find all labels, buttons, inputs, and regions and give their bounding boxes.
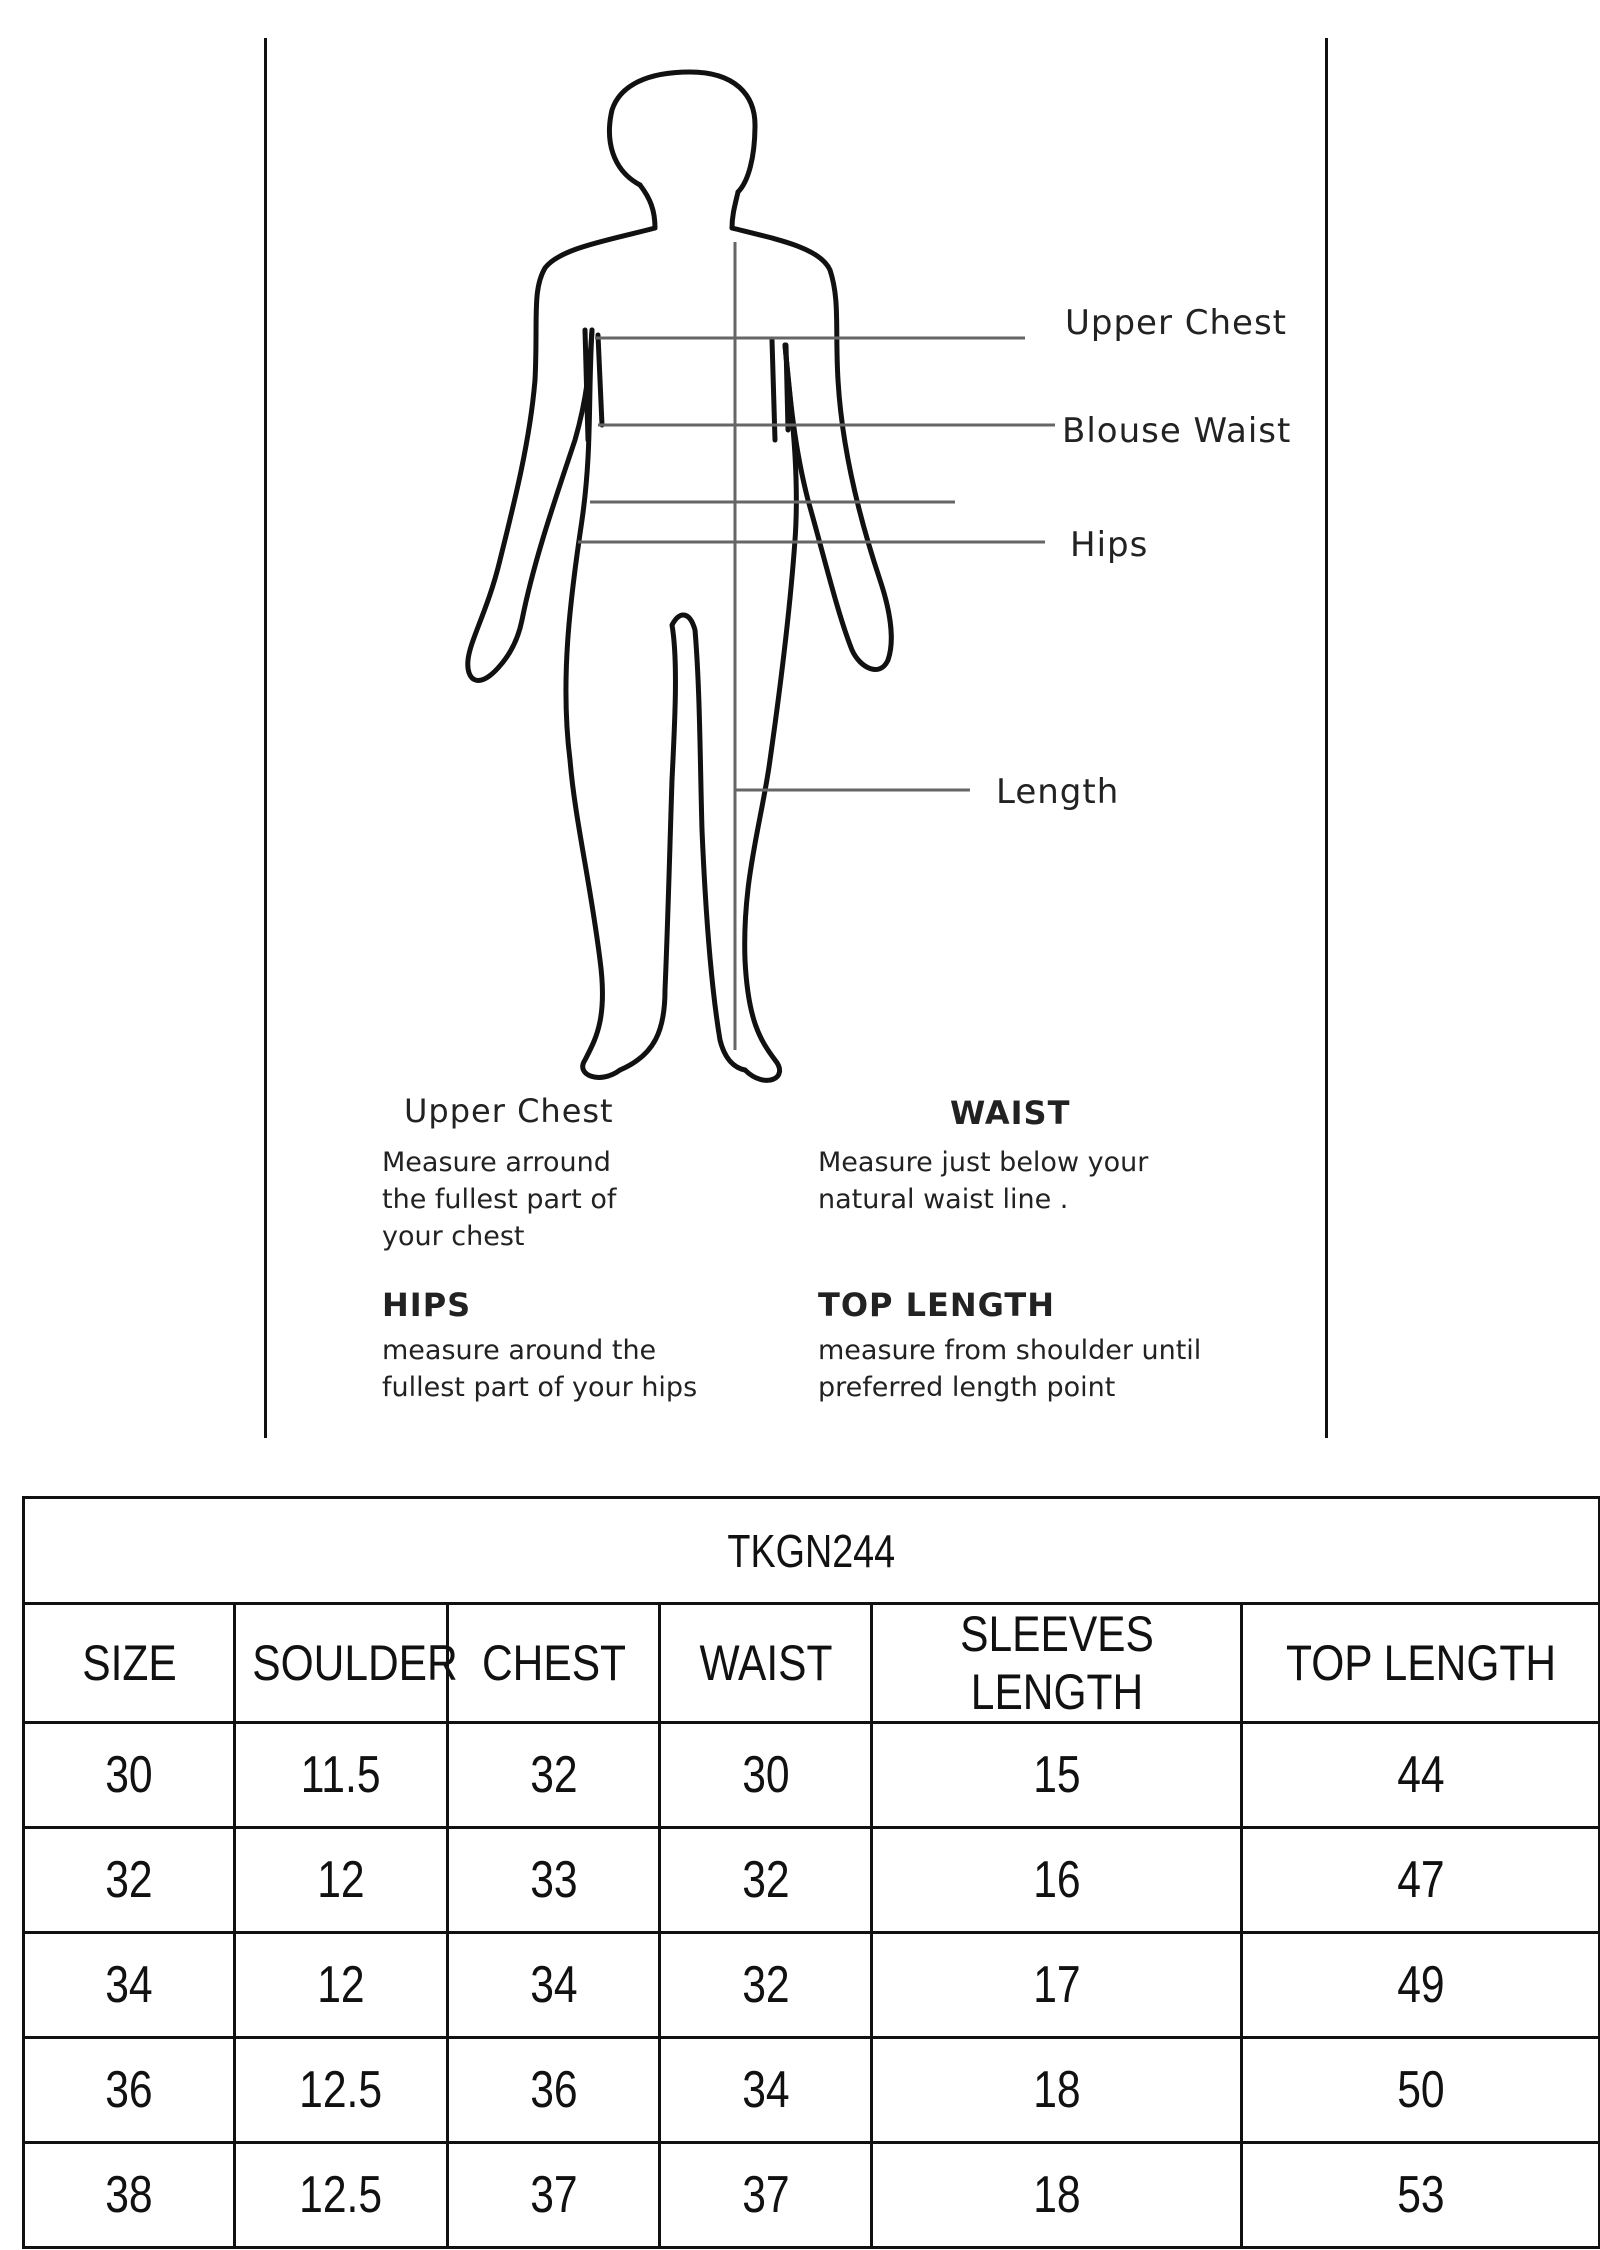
table-cell: 37 [448, 2143, 660, 2248]
column-header-top-length: TOP LENGTH [1268, 1604, 1572, 1723]
table-cell: 32 [660, 1828, 872, 1933]
table-cell: 30 [24, 1723, 235, 1828]
instruction-text: Measure arround the fullest part of your chest [382, 1147, 617, 1252]
table-cell: 12 [235, 1828, 448, 1933]
table-cell: 44 [1242, 1723, 1600, 1828]
table-cell: 16 [872, 1828, 1242, 1933]
table-cell: 49 [1242, 1933, 1600, 2038]
table-header-row [24, 1604, 1600, 1723]
table-row [24, 2038, 1600, 2143]
instruction-waist [818, 1094, 1278, 1218]
table-cell: 34 [660, 2038, 872, 2143]
instruction-text: measure from shoulder until preferred length point [818, 1335, 1202, 1403]
table-cell: 15 [872, 1723, 1242, 1828]
table-cell: 30 [660, 1723, 872, 1828]
neck-outline [640, 185, 738, 228]
inner-legs-outline [620, 615, 745, 1070]
column-header-waist: WAIST [675, 1604, 855, 1723]
instruction-heading: HIPS [382, 1286, 472, 1324]
table-cell: 32 [660, 1933, 872, 2038]
instruction-upper-chest [382, 1092, 742, 1255]
table-row [24, 1723, 1600, 1828]
instruction-text: Measure just below your natural waist line . [818, 1147, 1149, 1215]
table-cell: 38 [24, 2143, 235, 2248]
instruction-heading: Upper Chest [404, 1092, 614, 1130]
size-chart-table [22, 1496, 1600, 2249]
left-arm-outline [468, 228, 655, 680]
table-cell: 18 [872, 2038, 1242, 2143]
table-cell: 18 [872, 2143, 1242, 2248]
table-cell: 36 [24, 2038, 235, 2143]
table-cell: 53 [1242, 2143, 1600, 2248]
column-header-chest: CHEST [463, 1604, 643, 1723]
table-row [24, 2143, 1600, 2248]
label-length: Length [996, 772, 1120, 812]
column-header-size: SIZE [39, 1604, 218, 1723]
table-cell: 33 [448, 1828, 660, 1933]
table-cell: 17 [872, 1933, 1242, 2038]
instruction-hips [382, 1286, 802, 1406]
table-cell: 12.5 [235, 2143, 448, 2248]
instruction-heading: TOP LENGTH [818, 1286, 1055, 1324]
table-cell: 50 [1242, 2038, 1600, 2143]
table-cell: 12.5 [235, 2038, 448, 2143]
table-cell: 34 [448, 1933, 660, 2038]
table-row [24, 1933, 1600, 2038]
label-hips: Hips [1070, 525, 1149, 565]
table-cell: 47 [1242, 1828, 1600, 1933]
table-cell: 34 [24, 1933, 235, 2038]
table-title-row [24, 1498, 1600, 1604]
torso-right-outline [745, 345, 797, 1080]
head-outline [609, 72, 755, 192]
table-cell: 32 [24, 1828, 235, 1933]
table-cell: 11.5 [235, 1723, 448, 1828]
instruction-heading: WAIST [950, 1094, 1071, 1132]
table-row [24, 1828, 1600, 1933]
table-cell: 37 [660, 2143, 872, 2248]
column-header-sleeves-length: SLEEVES LENGTH [899, 1604, 1214, 1723]
instruction-top-length [818, 1286, 1308, 1406]
table-cell: 12 [235, 1933, 448, 2038]
table-cell: 32 [448, 1723, 660, 1828]
table-cell: 36 [448, 2038, 660, 2143]
instruction-text: measure around the fullest part of your hips [382, 1335, 698, 1403]
right-arm-outline [732, 228, 891, 669]
label-upper-chest: Upper Chest [1065, 303, 1288, 343]
table-title: TKGN244 [24, 1498, 1600, 1604]
column-header-shoulder: SOULDER [250, 1604, 431, 1723]
label-blouse-waist: Blouse Waist [1062, 411, 1292, 451]
